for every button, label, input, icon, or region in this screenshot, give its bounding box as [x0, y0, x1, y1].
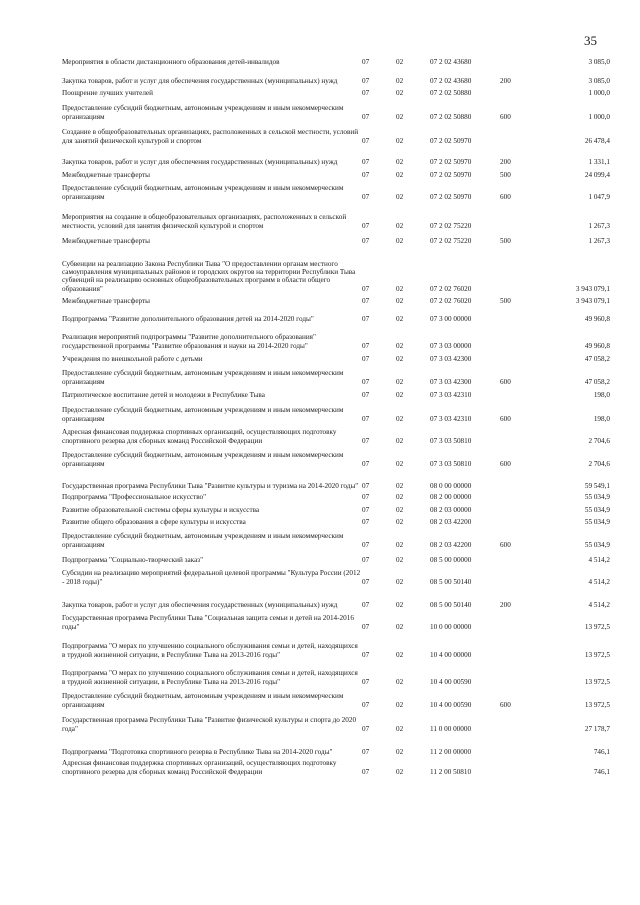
row-target-article: 11 2 00 00000 [430, 747, 472, 756]
row-name: Подпрограмма "О мерах по улучшению социального обслуживания семьи и детей, находящихся в трудной жизненной ситуации, в Республике Тыва на 2013-2016 годы" [62, 669, 358, 686]
row-name: Межбюджетные трансферты [62, 236, 150, 245]
row-target-article: 07 3 03 00000 [430, 341, 472, 350]
row-name: Адресная финансовая поддержка спортивных организаций, осуществляющих подготовку спортивного резерва для сборных команд Российской Федерации [62, 428, 337, 445]
table-row [62, 549, 610, 564]
row-subsection-code: 02 [396, 677, 404, 686]
page-number: 35 [584, 33, 597, 48]
row-subsection-code: 02 [396, 76, 404, 85]
row-target-article: 11 2 00 50810 [430, 767, 472, 776]
row-expense-type [500, 549, 540, 564]
row-target-article: 11 0 00 00000 [430, 724, 472, 733]
table-row [62, 468, 610, 490]
row-target-article: 07 3 03 42300 [430, 354, 472, 363]
row-subsection-code: 02 [396, 354, 404, 363]
row-amount: 55 034,9 [584, 540, 610, 549]
row-section-code: 07 [362, 414, 370, 423]
row-amount: 1 000,0 [588, 112, 610, 121]
row-section-code: 07 [362, 192, 370, 201]
row-amount: 3 943 079,1 [575, 284, 610, 293]
table-row [62, 564, 610, 586]
row-amount: 13 972,5 [584, 622, 610, 631]
row-subsection-code: 02 [396, 436, 404, 445]
row-section-code: 07 [362, 236, 370, 245]
row-name: Межбюджетные трансферты [62, 296, 150, 305]
row-name: Межбюджетные трансферты [62, 170, 150, 179]
row-subsection-code: 02 [396, 767, 404, 776]
row-subsection-code: 02 [396, 112, 404, 121]
row-amount: 49 960,8 [584, 314, 610, 323]
row-subsection-code: 02 [396, 555, 404, 564]
budget-table-body [62, 56, 610, 776]
row-expense-type [500, 756, 540, 776]
row-section-code: 07 [362, 76, 370, 85]
row-subsection-code: 02 [396, 341, 404, 350]
row-name: Закупка товаров, работ и услуг для обеспечения государственных (муниципальных) нужд [62, 157, 338, 166]
row-amount: 1 000,0 [588, 88, 610, 97]
row-expense-type: 200 [500, 76, 511, 85]
row-subsection-code: 02 [396, 747, 404, 756]
row-amount: 3 085,0 [588, 57, 610, 66]
row-expense-type [500, 323, 540, 350]
row-name: Субсидии на реализацию мероприятий федеральной целевой программы "Культура России (2012 - 2018 годы)" [62, 569, 361, 586]
row-section-code: 07 [362, 221, 370, 230]
row-subsection-code: 02 [396, 314, 404, 323]
row-section-code: 07 [362, 136, 370, 145]
row-target-article: 08 5 00 50140 [430, 600, 472, 609]
row-section-code: 07 [362, 314, 370, 323]
row-section-code: 07 [362, 650, 370, 659]
row-amount: 3 943 079,1 [575, 296, 610, 305]
row-section-code: 07 [362, 170, 370, 179]
row-name: Подпрограмма "Развитие дополнительного образования детей на 2014-2020 годы" [62, 314, 314, 323]
row-subsection-code: 02 [396, 622, 404, 631]
row-amount: 13 972,5 [584, 650, 610, 659]
row-amount: 4 514,2 [588, 555, 610, 564]
row-expense-type: 200 [500, 157, 511, 166]
row-section-code: 07 [362, 341, 370, 350]
table-row [62, 166, 610, 179]
row-expense-type [500, 490, 540, 501]
row-amount: 746,1 [593, 747, 610, 756]
row-name: Подпрограмма "О мерах по улучшению социального обслуживания семьи и детей, находящихся в трудной жизненной ситуации, в Республике Тыва на 2013-2016 годы" [62, 642, 358, 659]
row-name: Предоставление субсидий бюджетным, автономным учреждениям и иным некоммерческим организациям [62, 406, 344, 423]
row-subsection-code: 02 [396, 492, 404, 501]
row-name: Подпрограмма "Социально-творческий заказ" [62, 555, 204, 564]
row-target-article: 07 3 03 50810 [430, 459, 472, 468]
row-expense-type [500, 709, 540, 733]
row-target-article: 07 2 02 50880 [430, 112, 472, 121]
row-name: Развитие общего образования в сфере культуры и искусства [62, 517, 246, 526]
row-subsection-code: 02 [396, 577, 404, 586]
row-section-code: 07 [362, 112, 370, 121]
row-target-article: 08 5 00 00000 [430, 555, 472, 564]
row-amount: 2 704,6 [588, 436, 610, 445]
row-target-article: 07 3 00 00000 [430, 314, 472, 323]
row-name: Подпрограмма "Профессиональное искусство" [62, 492, 207, 501]
row-subsection-code: 02 [396, 650, 404, 659]
row-target-article: 07 3 03 50810 [430, 436, 472, 445]
budget-table [62, 56, 610, 776]
row-name: Субвенции на реализацию Закона Республики Тыва "О предоставлении органам местного самоуправления муниципальных районов и городских округов на территории Республики Тыва субвенций на реализацию основных общеобразовательных программ в области общего образования" [62, 259, 356, 293]
row-target-article: 07 2 02 50880 [430, 88, 472, 97]
row-amount: 2 704,6 [588, 459, 610, 468]
table-row [62, 609, 610, 631]
row-target-article: 07 2 02 50970 [430, 170, 472, 179]
table-row [62, 501, 610, 514]
row-subsection-code: 02 [396, 459, 404, 468]
row-subsection-code: 02 [396, 390, 404, 399]
row-target-article: 07 3 03 42300 [430, 377, 472, 386]
row-amount: 1 047,9 [588, 192, 610, 201]
row-name: Государственная программа Республики Тыва "Развитие физической культуры и спорта до 2020 года" [62, 716, 357, 733]
row-amount: 27 178,7 [584, 724, 610, 733]
row-name: Мероприятия на создание в общеобразовательных организациях, расположенных в сельской местности, условий для занятия физической культурой и спортом [62, 213, 347, 230]
table-row [62, 733, 610, 756]
row-target-article: 07 2 02 75220 [430, 236, 472, 245]
row-expense-type [500, 501, 540, 514]
table-row [62, 631, 610, 659]
row-name: Мероприятия в области дистанционного образования детей-инвалидов [62, 57, 280, 66]
row-amount: 55 034,9 [584, 505, 610, 514]
row-amount: 24 099,4 [584, 170, 610, 179]
table-row [62, 293, 610, 305]
row-expense-type: 200 [500, 600, 511, 609]
table-row [62, 323, 610, 350]
row-section-code: 07 [362, 700, 370, 709]
table-row [62, 350, 610, 363]
table-row [62, 85, 610, 97]
row-amount: 1 267,3 [588, 221, 610, 230]
row-amount: 198,0 [593, 414, 610, 423]
row-section-code: 07 [362, 767, 370, 776]
row-target-article: 08 2 00 00000 [430, 492, 472, 501]
row-amount: 198,0 [593, 390, 610, 399]
row-target-article: 07 2 02 43680 [430, 57, 472, 66]
row-amount: 55 034,9 [584, 517, 610, 526]
row-target-article: 10 4 00 00000 [430, 650, 472, 659]
row-expense-type: 600 [500, 414, 511, 423]
row-expense-type [500, 121, 540, 145]
table-row [62, 66, 610, 85]
row-expense-type [500, 659, 540, 686]
row-target-article: 07 3 03 42310 [430, 414, 472, 423]
row-amount: 47 058,2 [584, 354, 610, 363]
table-row [62, 201, 610, 230]
row-expense-type: 600 [500, 459, 511, 468]
row-amount: 4 514,2 [588, 577, 610, 586]
row-section-code: 07 [362, 88, 370, 97]
row-subsection-code: 02 [396, 221, 404, 230]
row-section-code: 07 [362, 57, 370, 66]
row-section-code: 07 [362, 390, 370, 399]
row-section-code: 07 [362, 296, 370, 305]
row-target-article: 08 2 03 42200 [430, 517, 472, 526]
row-subsection-code: 02 [396, 700, 404, 709]
row-expense-type: 600 [500, 540, 511, 549]
row-expense-type [500, 514, 540, 526]
row-target-article: 07 2 02 43680 [430, 76, 472, 85]
row-section-code: 07 [362, 436, 370, 445]
table-row [62, 97, 610, 121]
row-name: Адресная финансовая поддержка спортивных организаций, осуществляющих подготовку спортивного резерва для сборных команд Российской Федерации [62, 759, 337, 776]
row-subsection-code: 02 [396, 170, 404, 179]
row-section-code: 07 [362, 622, 370, 631]
row-target-article: 08 5 00 50140 [430, 577, 472, 586]
row-section-code: 07 [362, 459, 370, 468]
row-expense-type [500, 631, 540, 659]
row-name: Поощрение лучших учителей [62, 88, 153, 97]
row-subsection-code: 02 [396, 540, 404, 549]
table-row [62, 56, 610, 66]
table-row [62, 709, 610, 733]
row-amount: 1 331,1 [588, 157, 610, 166]
row-expense-type [500, 386, 540, 399]
row-subsection-code: 02 [396, 724, 404, 733]
row-section-code: 07 [362, 677, 370, 686]
row-expense-type: 600 [500, 192, 511, 201]
row-amount: 26 478,4 [584, 136, 610, 145]
row-amount: 55 034,9 [584, 492, 610, 501]
row-name: Предоставление субсидий бюджетным, автономным учреждениям и иным некоммерческим организациям [62, 104, 344, 121]
row-name: Создание в общеобразовательных организациях, расположенных в сельской местности, условий для занятий физической культурой и спортом [62, 128, 359, 145]
row-target-article: 07 2 02 50970 [430, 192, 472, 201]
row-amount: 1 267,3 [588, 236, 610, 245]
row-expense-type [500, 423, 540, 445]
row-subsection-code: 02 [396, 505, 404, 514]
table-row [62, 305, 610, 323]
row-name: Государственная программа Республики Тыва "Социальная защита семьи и детей на 2014-2016 годы" [62, 614, 354, 631]
row-section-code: 07 [362, 492, 370, 501]
row-name: Закупка товаров, работ и услуг для обеспечения государственных (муниципальных) нужд [62, 76, 338, 85]
table-row [62, 659, 610, 686]
table-row [62, 179, 610, 201]
row-amount: 47 058,2 [584, 377, 610, 386]
row-subsection-code: 02 [396, 600, 404, 609]
table-row [62, 230, 610, 245]
row-section-code: 07 [362, 377, 370, 386]
table-row [62, 363, 610, 386]
row-subsection-code: 02 [396, 157, 404, 166]
row-name: Предоставление субсидий бюджетным, автономным учреждениям и иным некоммерческим организациям [62, 369, 344, 386]
table-row [62, 423, 610, 445]
row-expense-type: 500 [500, 236, 511, 245]
row-amount: 3 085,0 [588, 76, 610, 85]
row-expense-type: 600 [500, 700, 511, 709]
row-amount: 49 960,8 [584, 341, 610, 350]
row-target-article: 07 2 02 76020 [430, 284, 472, 293]
row-target-article: 10 0 00 00000 [430, 622, 472, 631]
row-amount: 13 972,5 [584, 700, 610, 709]
table-row [62, 445, 610, 468]
row-target-article: 10 4 00 00590 [430, 677, 472, 686]
row-expense-type: 500 [500, 296, 511, 305]
row-name: Предоставление субсидий бюджетным, автономным учреждениям и иным некоммерческим организациям [62, 451, 344, 468]
row-expense-type [500, 468, 540, 490]
table-row [62, 756, 610, 776]
table-row [62, 386, 610, 399]
row-target-article: 08 0 00 00000 [430, 481, 472, 490]
row-expense-type [500, 56, 540, 66]
row-section-code: 07 [362, 577, 370, 586]
table-row [62, 399, 610, 423]
row-amount: 13 972,5 [584, 677, 610, 686]
row-name: Предоставление субсидий бюджетным, автономным учреждениям и иным некоммерческим организациям [62, 184, 344, 201]
table-row [62, 686, 610, 709]
row-expense-type: 600 [500, 377, 511, 386]
row-name: Патриотическое воспитание детей и молодежи в Республике Тыва [62, 390, 265, 399]
row-section-code: 07 [362, 284, 370, 293]
row-subsection-code: 02 [396, 517, 404, 526]
row-expense-type [500, 350, 540, 363]
row-target-article: 10 4 00 00590 [430, 700, 472, 709]
table-row [62, 526, 610, 549]
table-row [62, 514, 610, 526]
row-expense-type [500, 733, 540, 756]
row-name: Подпрограмма "Подготовка спортивного резерва в Республике Тыва на 2014-2020 годы" [62, 747, 333, 756]
row-amount: 4 514,2 [588, 600, 610, 609]
row-section-code: 07 [362, 157, 370, 166]
row-target-article: 08 2 03 00000 [430, 505, 472, 514]
row-target-article: 07 2 02 50970 [430, 136, 472, 145]
table-row [62, 145, 610, 166]
row-name: Учреждения по внешкольной работе с детьми [62, 354, 203, 363]
row-section-code: 07 [362, 505, 370, 514]
row-target-article: 07 3 03 42310 [430, 390, 472, 399]
table-row [62, 121, 610, 145]
row-target-article: 07 2 02 76020 [430, 296, 472, 305]
row-name: Закупка товаров, работ и услуг для обеспечения государственных (муниципальных) нужд [62, 600, 338, 609]
row-expense-type [500, 245, 540, 293]
row-target-article: 08 2 03 42200 [430, 540, 472, 549]
row-amount: 59 549,1 [584, 481, 610, 490]
table-row [62, 586, 610, 609]
row-target-article: 07 2 02 50970 [430, 157, 472, 166]
row-subsection-code: 02 [396, 236, 404, 245]
row-subsection-code: 02 [396, 481, 404, 490]
row-expense-type: 600 [500, 112, 511, 121]
row-subsection-code: 02 [396, 57, 404, 66]
row-subsection-code: 02 [396, 414, 404, 423]
row-subsection-code: 02 [396, 136, 404, 145]
row-name: Предоставление субсидий бюджетным, автономным учреждениям и иным некоммерческим организациям [62, 532, 344, 549]
row-name: Государственная программа Республики Тыва "Развитие культуры и туризма на 2014-2020 годы" [62, 481, 359, 490]
row-expense-type [500, 85, 540, 97]
row-section-code: 07 [362, 481, 370, 490]
row-section-code: 07 [362, 555, 370, 564]
row-amount: 746,1 [593, 767, 610, 776]
row-section-code: 07 [362, 354, 370, 363]
row-section-code: 07 [362, 540, 370, 549]
row-subsection-code: 02 [396, 88, 404, 97]
row-name: Развитие образовательной системы сферы культуры и искусства [62, 505, 260, 514]
row-subsection-code: 02 [396, 192, 404, 201]
row-expense-type [500, 564, 540, 586]
row-section-code: 07 [362, 747, 370, 756]
row-expense-type: 500 [500, 170, 511, 179]
row-expense-type [500, 305, 540, 323]
row-subsection-code: 02 [396, 296, 404, 305]
table-row [62, 490, 610, 501]
row-section-code: 07 [362, 600, 370, 609]
row-expense-type [500, 201, 540, 230]
row-subsection-code: 02 [396, 377, 404, 386]
row-subsection-code: 02 [396, 284, 404, 293]
row-section-code: 07 [362, 724, 370, 733]
row-expense-type [500, 609, 540, 631]
row-name: Реализация мероприятий подпрограммы "Развитие дополнительного образования" государственной программы "Развитие образования и науки на 2014-2020 годы" [62, 333, 316, 350]
table-row [62, 245, 610, 293]
row-target-article: 07 2 02 75220 [430, 221, 472, 230]
row-name: Предоставление субсидий бюджетным, автономным учреждениям и иным некоммерческим организациям [62, 692, 344, 709]
row-section-code: 07 [362, 517, 370, 526]
